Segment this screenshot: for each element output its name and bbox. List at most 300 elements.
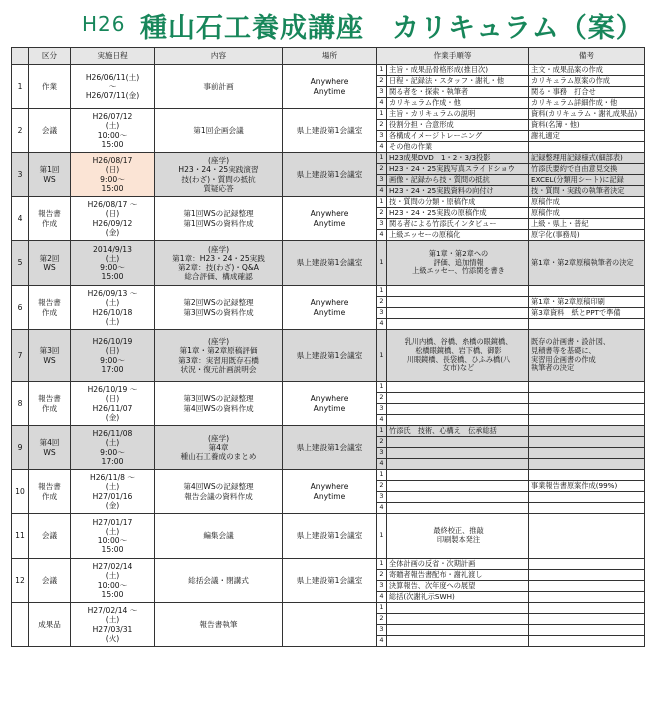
note-text: 既存の計画書・設計図、 見積書等を基礎に、 実習用企画書の作成 執筆者の決定 [531,336,611,373]
category-cell [29,382,71,426]
task-cell [387,153,529,164]
note-cell [529,581,645,592]
task-text: カリキュラム作成・他 [389,97,461,107]
content-cell [155,470,283,514]
note-cell [529,592,645,603]
task-cell [387,470,529,481]
task-text: 各構成イメージトレーニング [389,130,483,140]
note-text: カリキュラム詳細作成・他 [531,97,618,107]
task-number: 2 [377,297,387,308]
header-naiyou: 内容 [155,48,283,65]
note-cell [529,415,645,426]
task-number: 2 [377,208,387,219]
task-cell [387,636,529,647]
task-text: 主旨・成果品骨格形成(推目次) [389,64,489,74]
row-number-text: 12 [15,575,25,585]
content-cell-text: 総括会議・閉講式 [188,575,249,585]
task-text: 第1章・第2章への 評価、追加情報 上級エッセー、竹添関を書き [412,248,505,276]
note-text: EXCEL(分類用シート)に記録 [531,174,624,184]
row-number [12,603,29,647]
task-cell [387,330,529,382]
schedule-cell-text: H26/08/17 (日) 9:00～ 15:00 [92,156,133,193]
content-cell [155,559,283,603]
content-cell [155,603,283,647]
task-text: H23成果DVD 1・2・3/3投影 [389,152,491,162]
row-number [12,470,29,514]
note-text: 原稿作成 [531,207,560,217]
table-row [12,514,645,559]
content-cell-text: 編集会議 [203,531,234,541]
task-text: 決算報告、次年度への展望 [389,580,476,590]
schedule-cell [71,286,155,330]
schedule-cell-text: H26/07/12 (土) 10:00～ 15:00 [92,112,133,149]
row-number [12,153,29,197]
location-cell [283,109,377,153]
task-text: 関る者を・探索・執筆者 [389,86,469,96]
content-cell-text: (座学) 第1章・第2章原稿評価 第3章：実習用既存石橋 状況・復元計画説明会 [178,337,259,374]
note-cell [529,120,645,131]
note-cell [529,448,645,459]
task-number: 1 [377,426,387,437]
category-cell [29,65,71,109]
task-cell [387,481,529,492]
table-row [12,330,645,382]
note-cell [529,393,645,404]
category-cell [29,559,71,603]
row-number-text: 9 [17,442,23,452]
category-cell-text: 作業 [41,81,58,91]
task-number: 4 [377,230,387,241]
task-number: 2 [377,570,387,581]
task-text: その他の作業 [389,141,433,151]
schedule-cell-text: H27/01/17 (土) 10:00～ 15:00 [92,517,133,555]
category-cell-text: 報告書 作成 [38,482,61,501]
table-row [12,197,645,208]
category-cell [29,330,71,382]
note-cell [529,65,645,76]
note-text: 事業報告書原案作成(99%) [531,480,618,490]
note-cell [529,175,645,186]
category-cell [29,153,71,197]
task-number: 1 [377,330,387,382]
table-row [12,109,645,120]
task-cell [387,404,529,415]
task-number: 1 [377,382,387,393]
task-number: 3 [377,219,387,230]
task-cell [387,448,529,459]
schedule-cell [71,382,155,426]
category-cell [29,470,71,514]
location-cell-text: 県上建設第1会議室 [296,350,363,360]
category-cell-text: 成果品 [38,619,61,629]
note-text: 記録整理用記録様式(細部表) [531,152,623,162]
task-cell [387,297,529,308]
category-cell-text: 第2回 WS [39,253,60,272]
schedule-cell-text: H26/09/13 ～ (土) H26/10/18 (土) [87,289,138,326]
category-cell [29,197,71,241]
category-cell [29,241,71,286]
task-number: 4 [377,503,387,514]
task-number: 3 [377,448,387,459]
note-cell [529,559,645,570]
note-cell [529,186,645,197]
task-text: 上級エッセーの原稿化 [389,229,461,239]
category-cell-text: 第1回 WS [39,165,60,184]
row-number [12,382,29,426]
table-row [12,559,645,570]
row-number-text: 4 [17,213,23,223]
note-text: 竹添氏要約で自由意見交換 [531,163,618,173]
task-cell [387,503,529,514]
note-text: 謝礼適定 [531,130,560,140]
task-number: 2 [377,76,387,87]
content-cell-text: 報告書執筆 [199,619,238,629]
note-cell [529,481,645,492]
row-number-text: 3 [17,169,23,179]
table-row [12,382,645,393]
task-number: 2 [377,164,387,175]
schedule-cell [71,330,155,382]
task-text: 役割分担・合意形成 [389,119,454,129]
note-cell [529,219,645,230]
location-cell-text: 県上建設第1会議室 [296,169,363,179]
schedule-cell [71,197,155,241]
task-text: 画像・記録から技・質問の抵抗 [389,174,490,184]
note-cell [529,241,645,286]
task-text: 主旨・カリキュラムの説明 [389,108,476,118]
task-number: 3 [377,175,387,186]
note-cell [529,459,645,470]
task-number: 4 [377,142,387,153]
task-cell [387,581,529,592]
task-number: 4 [377,592,387,603]
row-number [12,197,29,241]
location-cell [283,65,377,109]
content-cell [155,241,283,286]
note-cell [529,514,645,559]
note-text: 技・質問・実践の執筆者決定 [531,185,625,195]
task-number: 1 [377,65,387,76]
task-cell [387,142,529,153]
content-cell-text: 事前計画 [203,81,234,91]
row-number [12,330,29,382]
content-cell-text: 第1回企画会議 [193,125,244,135]
category-cell-text: 会議 [41,575,58,585]
note-cell [529,153,645,164]
task-cell [387,241,529,286]
note-text: 資料(カリキュラム・謝礼成果品) [531,108,638,118]
content-cell [155,382,283,426]
task-cell [387,426,529,437]
task-cell [387,131,529,142]
task-cell [387,603,529,614]
note-cell [529,636,645,647]
schedule-cell [71,603,155,647]
task-cell [387,625,529,636]
note-cell [529,503,645,514]
note-cell [529,330,645,382]
table-row [12,426,645,437]
row-number [12,426,29,470]
schedule-cell-text: H27/02/14 (土) 10:00～ 15:00 [92,562,133,599]
header-notes: 備考 [529,48,645,65]
location-cell [283,153,377,197]
task-text: 寄贈者報告書配布・謝礼渡し [389,569,483,579]
task-cell [387,437,529,448]
task-number: 2 [377,393,387,404]
location-cell [283,330,377,382]
note-cell [529,404,645,415]
note-cell [529,76,645,87]
task-cell [387,76,529,87]
task-text: 乳川内橋、谷橋、糸橋の眼鏡橋、 松橋眼鏡橋、岩下橋、御影 川眼鏡橋、長袋橋、ひふみ橋(八 女市)など [404,336,513,373]
location-cell-text: Anywhere Anytime [310,209,349,228]
task-cell [387,319,529,330]
task-cell [387,120,529,131]
row-number [12,65,29,109]
schedule-cell [71,109,155,153]
task-number: 4 [377,319,387,330]
task-cell [387,382,529,393]
location-cell [283,197,377,241]
row-number [12,514,29,559]
row-number-text: 8 [17,398,23,408]
task-text: H23・24・25実践資料の向付け [389,185,494,195]
category-cell [29,286,71,330]
row-number-text: 2 [17,125,23,135]
task-text: 最終校正、推敲 印刷製本発注 [433,526,484,544]
task-number: 4 [377,186,387,197]
note-cell [529,230,645,241]
task-number: 1 [377,286,387,297]
task-number: 1 [377,197,387,208]
note-cell [529,297,645,308]
location-cell-text: 県上建設第1会議室 [296,442,363,452]
task-cell [387,219,529,230]
task-cell [387,459,529,470]
note-cell [529,308,645,319]
note-cell [529,470,645,481]
task-cell [387,592,529,603]
content-cell-text: 第1回WSの記録整理 第1回WSの資料作成 [183,209,254,228]
note-text: 第1章・第2章原稿執筆者の決定 [531,257,634,267]
note-cell [529,570,645,581]
task-number: 1 [377,470,387,481]
category-cell-text: 第4回 WS [39,438,60,457]
note-text: 資料(名簿・他) [531,119,580,129]
task-text: 全体計画の反省・次期計画 [389,558,476,568]
schedule-cell-text: H26/11/8 ～ (土) H27/01/16 (金) [90,473,135,510]
content-cell [155,330,283,382]
content-cell [155,514,283,559]
curriculum-table [11,47,645,647]
content-cell-text: (座学) 第4章 種山石工養成のまとめ [180,433,257,462]
schedule-cell-text: H26/10/19 ～ (日) H26/11/07 (金) [87,385,138,422]
task-number: 3 [377,87,387,98]
table-row [12,286,645,297]
page-title: 種山石工養成講座 カリキュラム（案） [140,13,644,44]
task-cell [387,208,529,219]
header-no [12,48,29,65]
task-number: 4 [377,98,387,109]
task-number: 1 [377,241,387,286]
task-text: H23・24・25実践の原稿作成 [389,207,487,217]
task-text: 関る者による竹添氏インタビュー [389,218,497,228]
row-number [12,109,29,153]
task-number: 2 [377,437,387,448]
task-number: 2 [377,120,387,131]
note-text: 第3章資料 紙とPPTで準備 [531,307,621,317]
row-number-text: 6 [17,302,23,312]
task-cell [387,559,529,570]
note-cell [529,197,645,208]
task-cell [387,197,529,208]
note-cell [529,142,645,153]
note-cell [529,319,645,330]
content-cell [155,426,283,470]
content-cell-text: (座学) H23・24・25実践演習 技(わざ)・質問の抵抗 質疑応答 [178,156,259,193]
location-cell [283,286,377,330]
header-kubun: 区分 [29,48,71,65]
note-cell [529,603,645,614]
note-cell [529,382,645,393]
task-cell [387,570,529,581]
row-number [12,559,29,603]
row-number-text: 1 [17,81,23,91]
note-text: カリキュラム原案の作成 [531,75,610,85]
task-cell [387,87,529,98]
location-cell [283,603,377,647]
location-cell [283,514,377,559]
header-tasks: 作業手順等 [377,48,529,65]
location-cell-text: 県上建設第1会議室 [296,125,363,135]
task-cell [387,98,529,109]
note-cell [529,625,645,636]
location-cell [283,559,377,603]
task-number: 1 [377,109,387,120]
header-basho: 場所 [283,48,377,65]
task-cell [387,614,529,625]
location-cell-text: Anywhere Anytime [310,394,349,413]
task-text: 総括(次謝礼示SWH) [389,591,455,601]
row-number-text: 7 [17,350,23,360]
note-text: 関る・事務 打合せ [531,86,596,96]
category-cell [29,109,71,153]
schedule-cell [71,153,155,197]
task-number: 1 [377,559,387,570]
schedule-cell [71,514,155,559]
location-cell [283,382,377,426]
content-cell [155,109,283,153]
category-cell [29,514,71,559]
category-cell [29,426,71,470]
content-cell-text: 第3回WSの記録整理 第4回WSの資料作成 [183,394,254,413]
location-cell-text: 県上建設第1会議室 [296,258,363,268]
location-cell-text: 県上建設第1会議室 [296,531,363,541]
content-cell-text: (座学) 第1章：H23・24・25実践 第2章：技(わざ)・Q&A 総合評価、構成確認 [172,244,265,282]
task-number: 4 [377,459,387,470]
location-cell-text: 県上建設第1会議室 [296,575,363,585]
note-cell [529,131,645,142]
task-cell [387,514,529,559]
schedule-cell [71,426,155,470]
content-cell [155,65,283,109]
category-cell [29,603,71,647]
category-cell-text: 会議 [41,531,58,541]
task-number: 3 [377,581,387,592]
schedule-cell [71,470,155,514]
note-cell [529,109,645,120]
location-cell [283,470,377,514]
note-cell [529,286,645,297]
curriculum-body [12,65,645,647]
content-cell [155,197,283,241]
table-row [12,470,645,481]
location-cell-text: Anywhere Anytime [310,298,349,317]
row-number-text: 10 [15,486,25,496]
note-cell [529,426,645,437]
task-number: 1 [377,603,387,614]
schedule-cell-text: H26/08/17 ～ (日) H26/09/12 (金) [87,200,138,237]
task-cell [387,393,529,404]
task-cell [387,65,529,76]
task-number: 1 [377,514,387,559]
task-cell [387,492,529,503]
note-cell [529,98,645,109]
task-number: 4 [377,636,387,647]
schedule-cell [71,559,155,603]
schedule-cell-text: H26/06/11(土) ～ H26/07/11(金) [85,72,140,101]
table-row [12,603,645,614]
table-row [12,153,645,164]
row-number-text: 5 [17,258,23,268]
content-cell [155,153,283,197]
row-number-text: 11 [15,531,25,541]
note-text: 原稿作成 [531,196,560,206]
task-number: 3 [377,492,387,503]
task-number: 3 [377,308,387,319]
task-cell [387,415,529,426]
task-text: 技・質問の分類・原稿作成 [389,196,476,206]
task-cell [387,286,529,297]
task-cell [387,109,529,120]
location-cell-text: Anywhere Anytime [310,482,349,501]
task-text: 日程・記録法・スタッフ・謝礼・他 [389,75,505,85]
task-number: 3 [377,404,387,415]
task-cell [387,175,529,186]
category-cell-text: 第3回 WS [39,346,60,365]
schedule-cell-text: H26/11/08 (土) 9:00～ 17:00 [92,429,133,466]
note-text: 主文・成果品案の作成 [531,64,603,74]
task-cell [387,186,529,197]
category-cell-text: 報告書 作成 [38,394,61,413]
note-cell [529,87,645,98]
note-cell [529,164,645,175]
content-cell [155,286,283,330]
location-cell [283,241,377,286]
task-cell [387,308,529,319]
task-number: 4 [377,415,387,426]
schedule-cell-text: H27/02/14 ～ (土) H27/03/31 (火) [87,606,138,643]
task-number: 1 [377,153,387,164]
task-number: 3 [377,131,387,142]
category-cell-text: 報告書 作成 [38,298,61,317]
title-year: H26 [82,12,126,36]
table-row [12,241,645,286]
row-number [12,241,29,286]
note-cell [529,614,645,625]
task-number: 3 [377,625,387,636]
